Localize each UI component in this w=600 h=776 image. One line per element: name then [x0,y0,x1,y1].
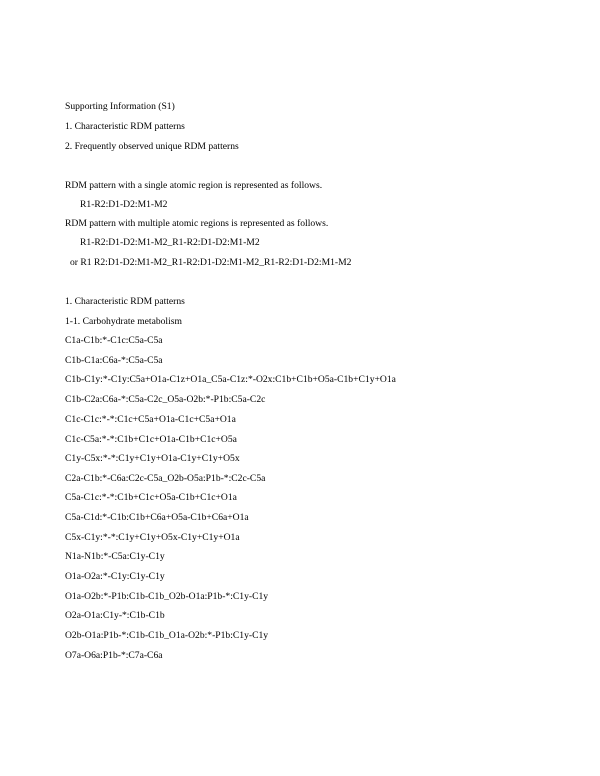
toc-item-2: 2. Frequently observed unique RDM patterns [65,141,239,152]
pattern-line: C1b-C2a:C6a-*:C5a-C2c_O5a-O2b:*-P1b:C5a-C2c [65,394,266,405]
toc-item-1: 1. Characteristic RDM patterns [65,121,185,132]
pattern-line: O2b-O1a:P1b-*:C1b-C1b_O1a-O2b:*-P1b:C1y-C1y [65,630,269,641]
pattern-line: C5a-C1c:*-*:C1b+C1c+O5a-C1b+C1c+O1a [65,492,237,503]
section-heading: 1. Characteristic RDM patterns [65,296,185,307]
pattern-line: C1b-C1y:*-C1y:C5a+O1a-C1z+O1a_C5a-C1z:*-O2x:C1b+C1b+O5a-C1b+C1y+O1a [65,374,396,385]
pattern-line: C1c-C5a:*-*:C1b+C1c+O1a-C1b+C1c+O5a [65,434,237,445]
single-region-label: RDM pattern with a single atomic region is represented as follows. [65,180,323,191]
multiple-region-example-2: or R1 R2:D1-D2:M1-M2_R1-R2:D1-D2:M1-M2_R1-R2:D1-D2:M1-M2 [70,257,352,268]
pattern-line: O1a-O2b:*-P1b:C1b-C1b_O2b-O1a:P1b-*:C1y-C1y [65,591,269,602]
pattern-line: N1a-N1b:*-C5a:C1y-C1y [65,551,165,562]
pattern-line: O2a-O1a:C1y-*:C1b-C1b [65,610,165,621]
pattern-line: C2a-C1b:*-C6a:C2c-C5a_O2b-O5a:P1b-*:C2c-C5a [65,473,266,484]
pattern-line: O7a-O6a:P1b-*:C7a-C6a [65,650,163,661]
pattern-line: C1c-C1c:*-*:C1c+C5a+O1a-C1c+C5a+O1a [65,414,236,425]
pattern-line: C5x-C1y:*-*:C1y+C1y+O5x-C1y+C1y+O1a [65,532,240,543]
document-title: Supporting Information (S1) [65,101,175,112]
multiple-region-label: RDM pattern with multiple atomic regions is represented as follows. [65,218,329,229]
pattern-line: C1b-C1a:C6a-*:C5a-C5a [65,355,163,366]
multiple-region-example-1: R1-R2:D1-D2:M1-M2_R1-R2:D1-D2:M1-M2 [80,237,260,248]
pattern-line: C1y-C5x:*-*:C1y+C1y+O1a-C1y+C1y+O5x [65,453,240,464]
single-region-example: R1-R2:D1-D2:M1-M2 [80,199,168,210]
pattern-line: O1a-O2a:*-C1y:C1y-C1y [65,571,165,582]
pattern-line: C1a-C1b:*-C1c:C5a-C5a [65,335,163,346]
section-subheading: 1-1. Carbohydrate metabolism [65,316,182,327]
pattern-line: C5a-C1d:*-C1b:C1b+C6a+O5a-C1b+C6a+O1a [65,512,249,523]
